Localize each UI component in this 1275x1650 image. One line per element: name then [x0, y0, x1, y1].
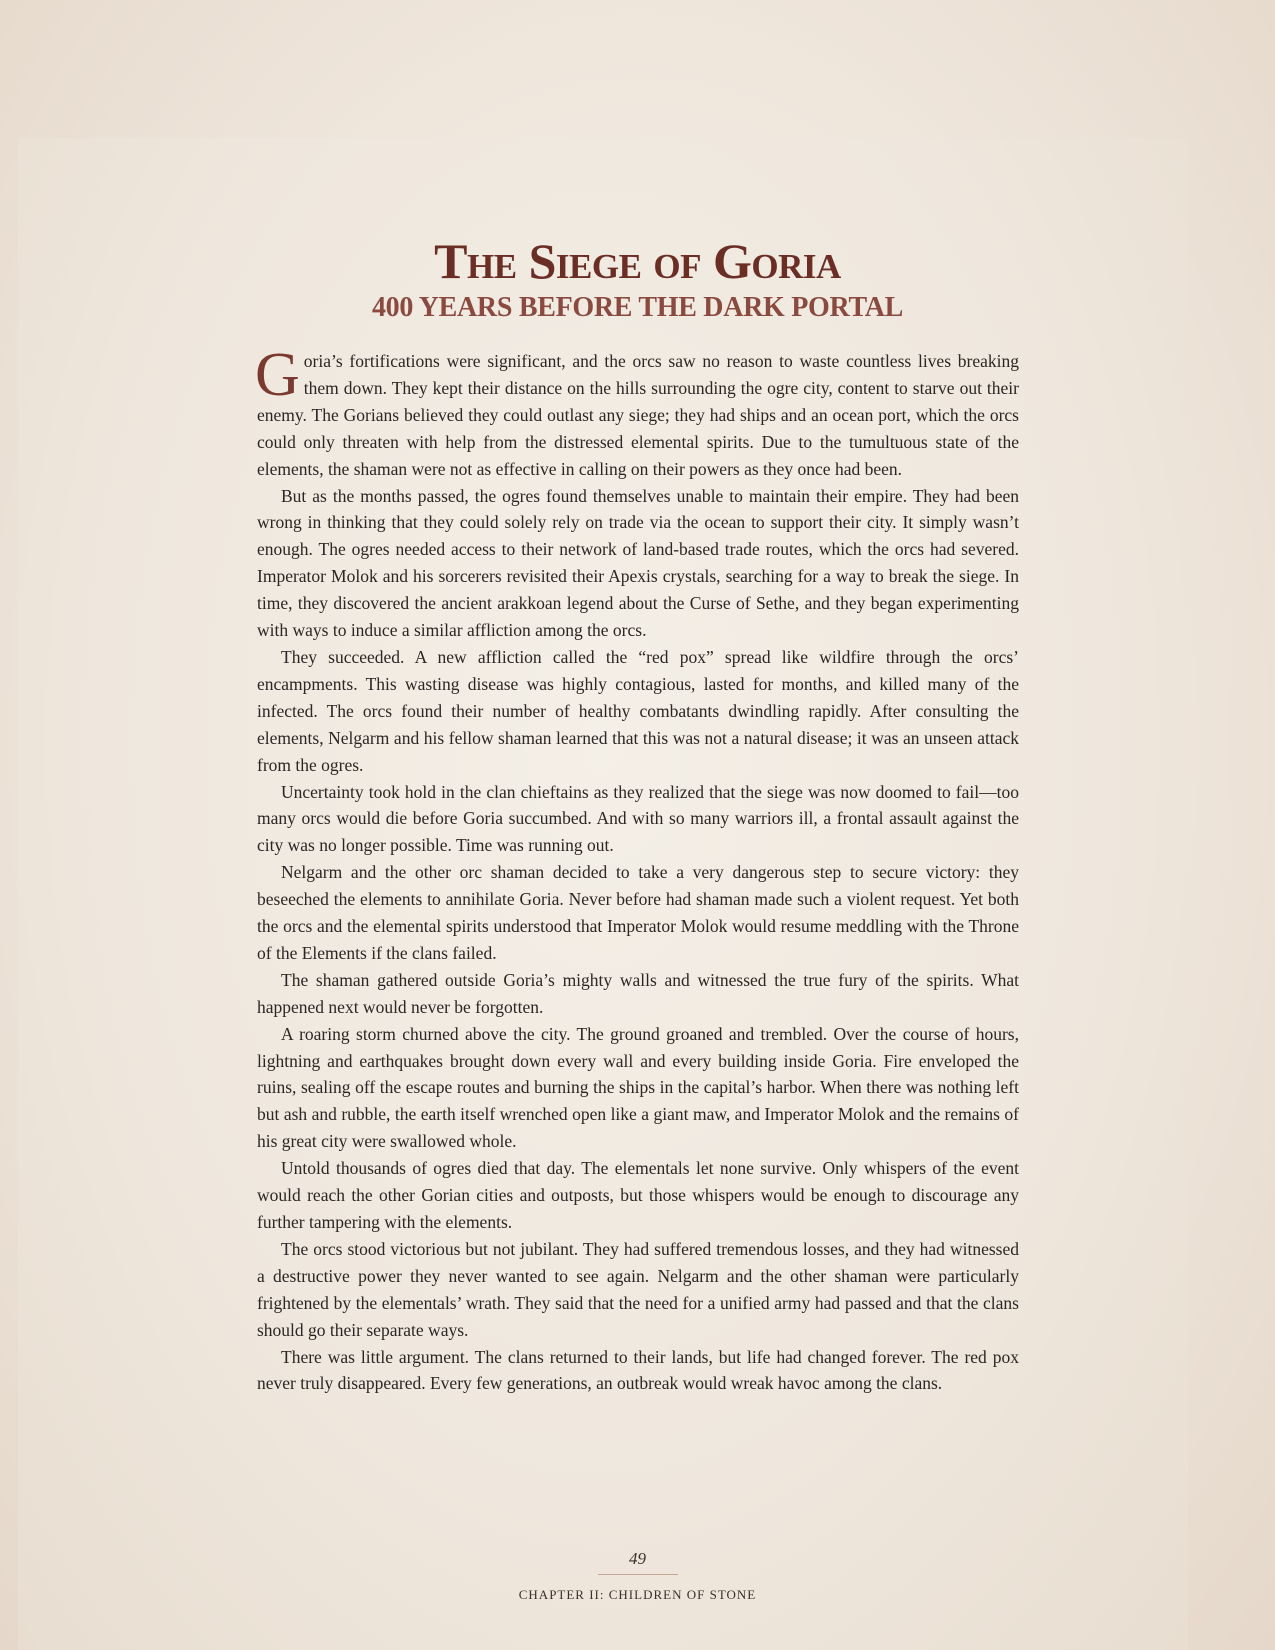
body-text: [255, 341, 1019, 1397]
paragraph-1: [255, 341, 1019, 483]
footer-divider: [598, 1574, 678, 1575]
paragraph: Untold thousands of ogres died that day. The elementals let none survive. Only whispers of the event would reach the other Gorian cities and outposts, but those whispers would be enough to discourage any further tampering with the elements.: [257, 1158, 1019, 1232]
drop-cap: G: [255, 341, 300, 409]
paragraph: Nelgarm and the other orc shaman decided to take a very dangerous step to secure victory: they beseeched the elements to annihilate Goria. Never before had shaman made such a violent request. Yet both the orcs and the elemental spirits understood that Imperator Molok would resume meddling with the Throne of the Elements if the clans failed.: [257, 862, 1019, 963]
paragraph-1-text: oria’s fortifications were significant, and the orcs saw no reason to waste countless lives breaking them down. They kept their distance on the hills surrounding the ogre city, content to starve out their enemy. The Gorians believed they could outlast any siege; they had ships and an ocean port, which the orcs could only threaten with help from the distressed elemental spirits. Due to the tumultuous state of the elements, the shaman were not as effective in calling on their powers as they once had been.: [257, 351, 1019, 479]
paragraph: They succeeded. A new affliction called the “red pox” spread like wildfire through the orcs’ encampments. This wasting disease was highly contagious, lasted for months, and killed many of the infected. The orcs found their number of healthy combatants dwindling rapidly. After consulting the elements, Nelgarm and his fellow shaman learned that this was not a natural disease; it was an unseen attack from the ogres.: [257, 646, 1019, 775]
paragraph: A roaring storm churned above the city. The ground groaned and trembled. Over the course of hours, lightning and earthquakes brought down every wall and every building inside Goria. Fire enveloped the ruins, sealing off the escape routes and burning the ships in the capital’s harbor. When there was nothing left but ash and rubble, the earth itself wrenched open like a giant maw, and Imperator Molok and the remains of his great city were swallowed whole.: [257, 1023, 1019, 1152]
paragraph: There was little argument. The clans returned to their lands, but life had changed forever. The red pox never truly disappeared. Every few generations, an outbreak would wreak havoc among the clans.: [257, 1346, 1019, 1394]
page-footer: [0, 1548, 1275, 1603]
paragraph: But as the months passed, the ogres found themselves unable to maintain their empire. They had been wrong in thinking that they could solely rely on trade via the ocean to support their city. It simply wasn’t enough. The ogres needed access to their network of land-based trade routes, which the orcs had severed. Imperator Molok and his sorcerers revisited their Apexis crystals, searching for a way to break the siege. In time, they discovered the ancient arakkoan legend about the Curse of Sethe, and they began experimenting with ways to induce a similar affliction among the orcs.: [257, 485, 1019, 641]
chapter-label: CHAPTER II: CHILDREN OF STONE: [518, 1587, 757, 1602]
page-subtitle: 400 YEARS BEFORE THE DARK PORTAL: [371, 292, 904, 323]
paragraph: Uncertainty took hold in the clan chieftains as they realized that the siege was now doomed to fail—too many orcs would die before Goria succumbed. And with so many warriors ill, a frontal assault against the city was no longer possible. Time was running out.: [257, 781, 1019, 856]
page-title: The Siege of Goria: [434, 233, 841, 289]
paragraph: The shaman gathered outside Goria’s mighty walls and witnessed the true fury of the spirits. What happened next would never be forgotten.: [257, 969, 1019, 1017]
paragraph: The orcs stood victorious but not jubilant. They had suffered tremendous losses, and they had witnessed a destructive power they never wanted to see again. Nelgarm and the other shaman were particularly frightened by the elementals’ wrath. They said that the need for a unified army had passed and that the clans should go their separate ways.: [257, 1238, 1019, 1340]
title-block: [0, 232, 1275, 324]
page-number: 49: [629, 1549, 646, 1568]
